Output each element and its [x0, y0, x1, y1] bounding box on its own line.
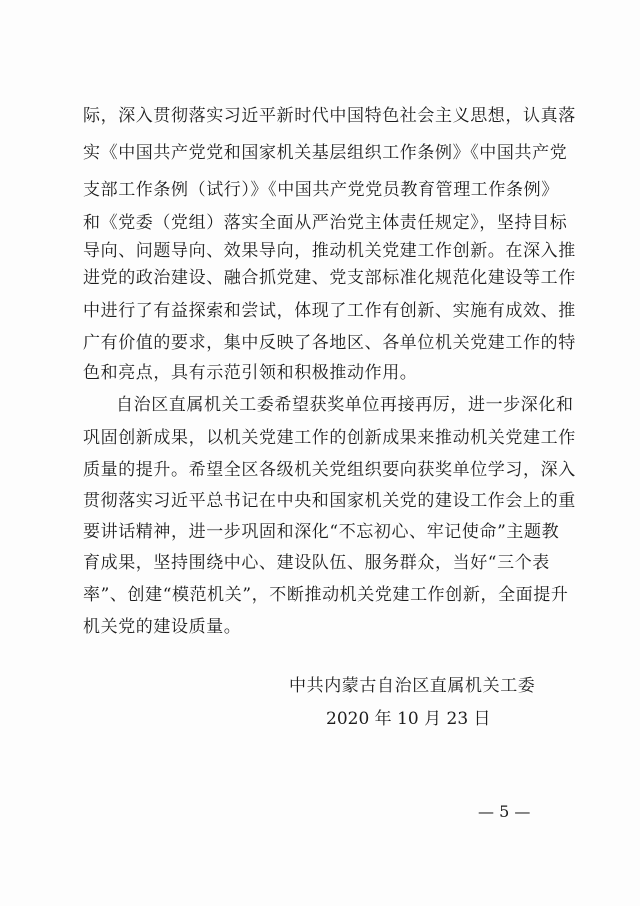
paragraph-start-line: 自治区直属机关工委希望获奖单位再接再厉，进一步深化和: [116, 395, 574, 415]
body-line: 贯彻落实习近平总书记在中央和国家机关党的建设工作会上的重: [83, 491, 576, 511]
body-line: 要讲话精神，进一步巩固和深化“不忘初心、牢记使命”主题教: [83, 522, 560, 542]
signature-organization: 中共内蒙古自治区直属机关工委: [289, 676, 536, 696]
body-line: 中进行了有益探索和尝试，体现了工作有创新、实施有成效、推: [83, 301, 576, 321]
body-line: 广有价值的要求，集中反映了各地区、各单位机关党建工作的特: [83, 333, 576, 353]
body-line: 巩固创新成果，以机关党建工作的创新成果来推动机关党建工作: [83, 428, 576, 448]
body-line: 育成果，坚持围绕中心、建设队伍、服务群众，当好“三个表: [83, 553, 550, 573]
signature-date: 2020 年 10 月 23 日: [326, 709, 491, 729]
body-line: 进党的政治建设、融合抓党建、党支部标准化规范化建设等工作: [83, 268, 576, 288]
body-line: 和《党委（党组）落实全面从严治党主体责任规定》，坚持目标: [83, 213, 568, 233]
page-number: — 5 —: [478, 802, 531, 821]
body-line: 机关党的建设质量。: [83, 617, 242, 637]
body-line: 际，深入贯彻落实习近平新时代中国特色社会主义思想，认真落: [83, 106, 576, 126]
body-line: 色和亮点，具有示范引领和积极推动作用。: [83, 363, 418, 383]
body-line: 率”、创建“模范机关”，不断推动机关党建工作创新，全面提升: [83, 585, 569, 605]
body-line: 支部工作条例（试行）》《中国共产党党员教育管理工作条例》: [83, 180, 559, 200]
body-line: 实《中国共产党党和国家机关基层组织工作条例》《中国共产党: [83, 143, 568, 163]
body-line: 导向、问题导向、效果导向，推动机关党建工作创新。在深入推: [83, 241, 576, 261]
body-line: 质量的提升。希望全区各级机关党组织要向获奖单位学习，深入: [83, 460, 576, 480]
